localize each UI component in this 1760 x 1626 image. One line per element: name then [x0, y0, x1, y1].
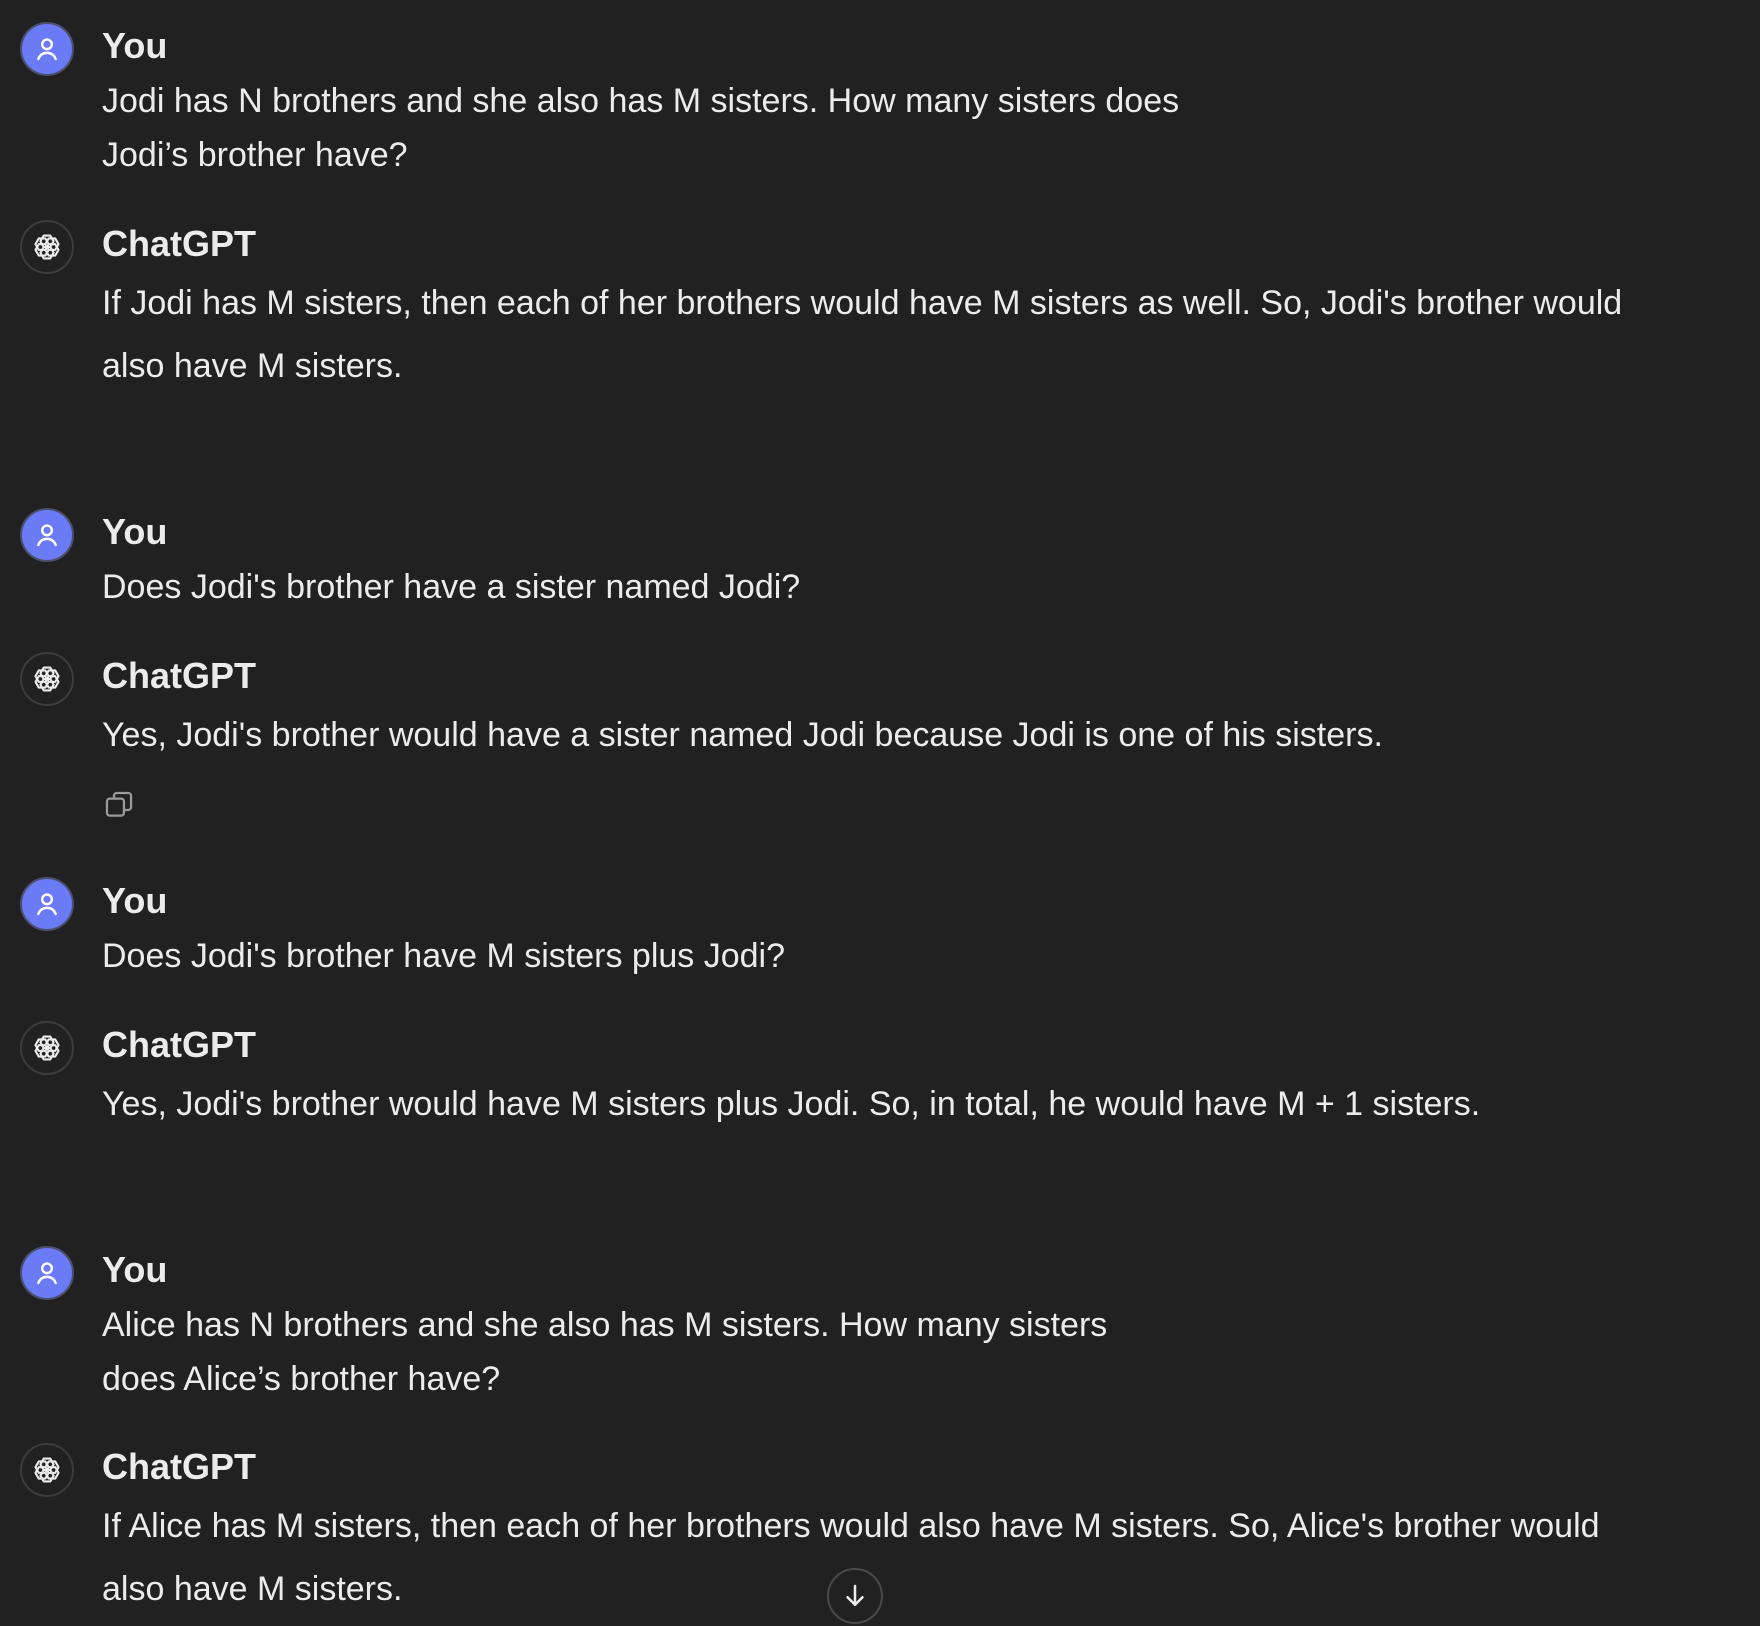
message-line: If Alice has M sisters, then each of her brothers would also have M sisters. So, Alice's brother would — [102, 1507, 1600, 1545]
message-text — [102, 1298, 1107, 1406]
openai-logo-icon — [29, 1030, 65, 1066]
user-icon — [31, 888, 63, 920]
author-name: You — [102, 880, 168, 921]
author-name: ChatGPT — [102, 1024, 257, 1065]
message-text — [102, 704, 1383, 767]
message-line: does Alice’s brother have? — [102, 1360, 501, 1398]
message-line: Does Jodi's brother have a sister named Jodi? — [102, 568, 801, 606]
message-line: Jodi has N brothers and she also has M sisters. How many sisters does — [102, 82, 1180, 120]
message-line: also have M sisters. — [102, 347, 403, 385]
author-name: ChatGPT — [102, 1446, 257, 1487]
author-name: ChatGPT — [102, 223, 257, 264]
author-name: You — [102, 25, 168, 66]
openai-logo-icon — [29, 229, 65, 265]
message-text — [102, 74, 1179, 182]
message-line: Yes, Jodi's brother would have a sister named Jodi because Jodi is one of his sisters. — [102, 716, 1383, 754]
message-text — [102, 560, 800, 614]
author-name: ChatGPT — [102, 655, 257, 696]
message-line: also have M sisters. — [102, 1570, 403, 1608]
message-line: Alice has N brothers and she also has M sisters. How many sisters — [102, 1306, 1108, 1344]
message-text — [102, 1073, 1480, 1136]
user-icon — [31, 519, 63, 551]
assistant-avatar — [20, 652, 74, 706]
message-line: Yes, Jodi's brother would have M sisters plus Jodi. So, in total, he would have M + 1 sisters. — [102, 1085, 1481, 1123]
user-icon — [31, 33, 63, 65]
message-text — [102, 272, 1622, 398]
scroll-to-bottom-button[interactable] — [827, 1568, 883, 1624]
message-line: Jodi’s brother have? — [102, 136, 408, 174]
copy-button[interactable] — [102, 788, 136, 822]
author-name: You — [102, 1249, 168, 1290]
assistant-avatar — [20, 220, 74, 274]
message-line: Does Jodi's brother have M sisters plus Jodi? — [102, 937, 786, 975]
openai-logo-icon — [29, 1452, 65, 1488]
user-avatar — [20, 508, 74, 562]
openai-logo-icon — [29, 661, 65, 697]
copy-icon — [102, 788, 136, 822]
assistant-avatar — [20, 1443, 74, 1497]
user-avatar — [20, 877, 74, 931]
user-avatar — [20, 1246, 74, 1300]
user-icon — [31, 1257, 63, 1289]
arrow-down-icon — [840, 1581, 870, 1611]
message-line: If Jodi has M sisters, then each of her brothers would have M sisters as well. So, Jodi's brother would — [102, 284, 1623, 322]
message-text — [102, 929, 785, 983]
assistant-avatar — [20, 1021, 74, 1075]
author-name: You — [102, 511, 168, 552]
user-avatar — [20, 22, 74, 76]
